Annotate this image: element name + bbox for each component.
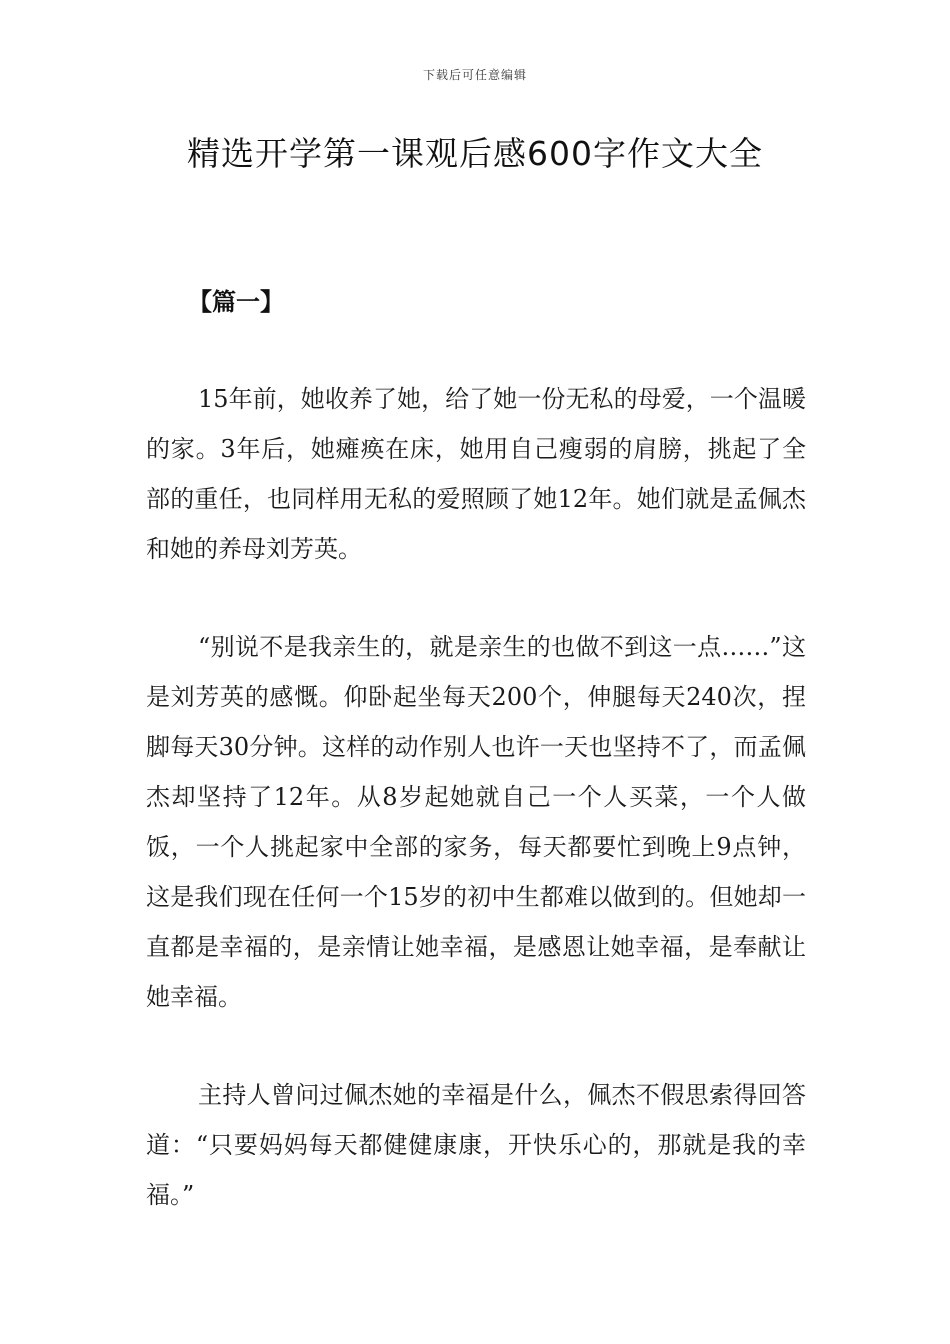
body-paragraph-3: 主持人曾问过佩杰她的幸福是什么，佩杰不假思索得回答道：“只要妈妈每天都健健康康，开快乐心的，那就是我的幸福。” bbox=[146, 1081, 806, 1209]
body-paragraph-2: “别说不是我亲生的，就是亲生的也做不到这一点……”这是刘芳英的感慨。仰卧起坐每天200个，伸腿每天240次，捏脚每天30分钟。这样的动作别人也许一天也坚持不了，而孟佩杰却坚持了12年。从8岁起她就自己一个人买菜，一个人做饭，一个人挑起家中全部的家务，每天都要忙到晚上9点钟，这是我们现在任何一个15岁的初中生都难以做到的。但她却一直都是幸福的，是亲情让她幸福，是感恩让她幸福，是奉献让她幸福。 bbox=[146, 633, 806, 1011]
header-note: 下载后可任意编辑 bbox=[422, 68, 527, 82]
body-paragraph-1: 15年前，她收养了她，给了她一份无私的母爱，一个温暖的家。3年后，她瘫痪在床，她用自己瘦弱的肩膀，挑起了全部的重任，也同样用无私的爱照顾了她12年。她们就是孟佩杰和她的养母刘芳英。 bbox=[146, 385, 806, 563]
document-title: 精选开学第一课观后感600字作文大全 bbox=[187, 134, 763, 173]
section-heading: 【篇一】 bbox=[188, 288, 284, 316]
